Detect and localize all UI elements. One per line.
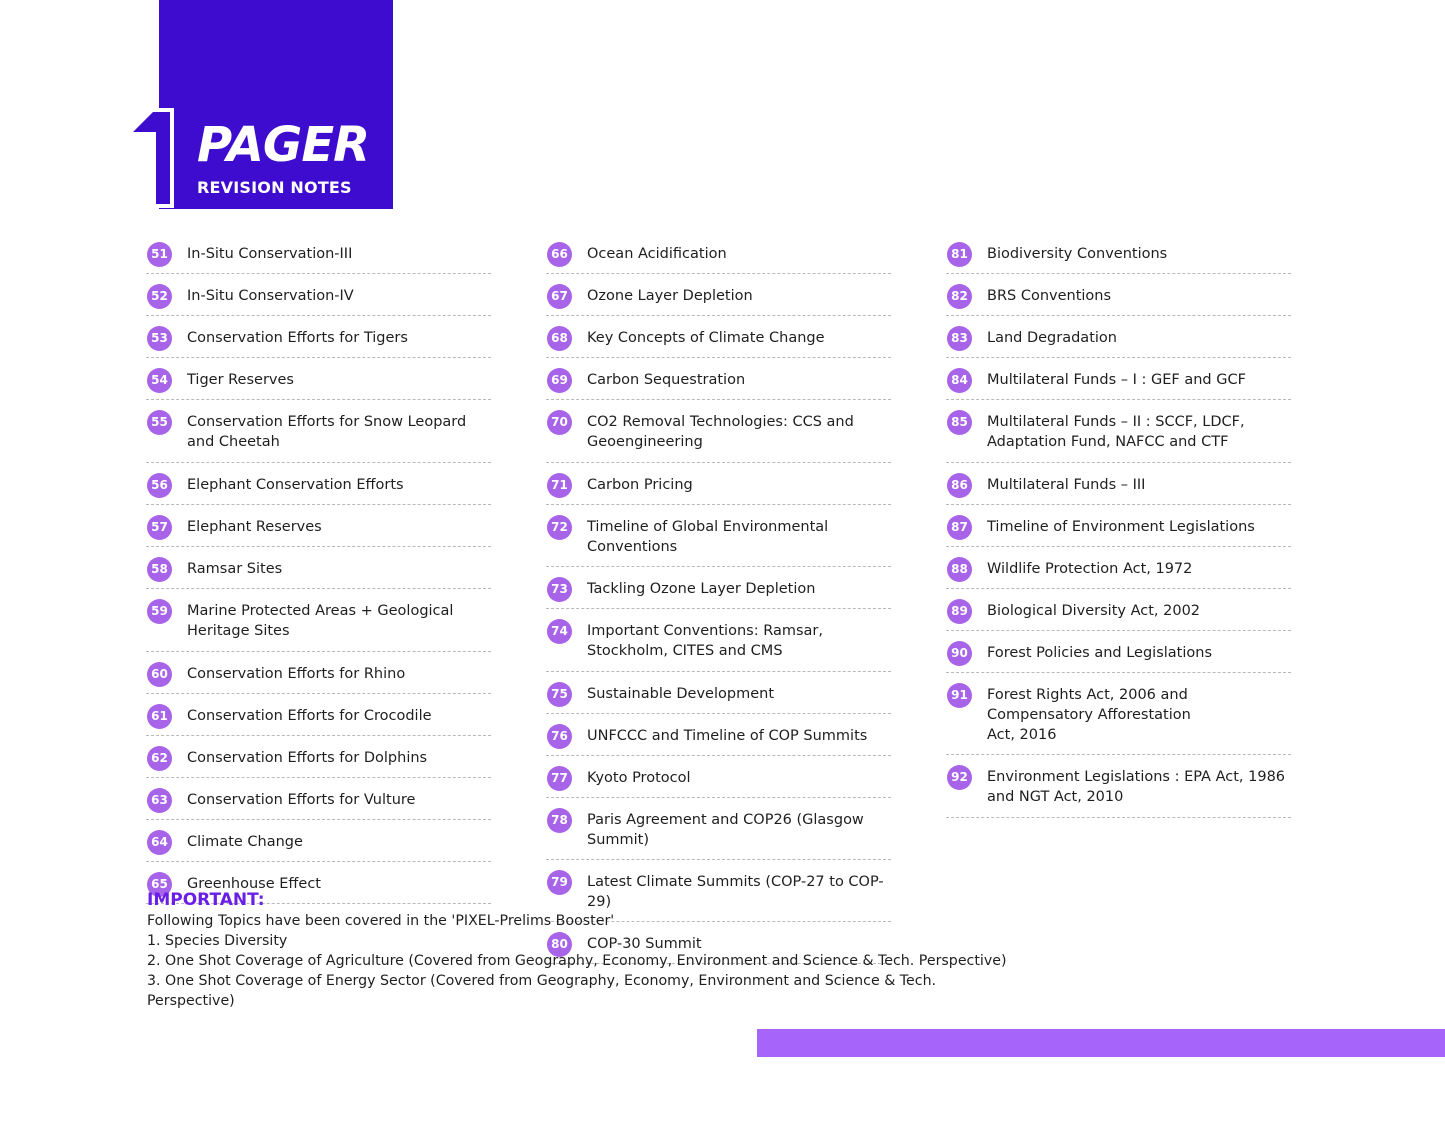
- important-item: 3. One Shot Coverage of Energy Sector (Covered from Geography, Economy, Environment and Science & Tech. Perspective): [147, 973, 937, 1009]
- topic-title: Key Concepts of Climate Change: [587, 330, 825, 346]
- topic-title: BRS Conventions: [987, 288, 1112, 304]
- topic-number-badge: 54: [147, 368, 172, 393]
- footer-accent-bar: [757, 1029, 1445, 1057]
- topic-item: [146, 786, 491, 820]
- topic-item: [146, 660, 491, 694]
- topic-title: Timeline of Environment Legislations: [987, 519, 1255, 535]
- topic-number-badge: 75: [547, 682, 572, 707]
- topic-item: [946, 513, 1291, 547]
- important-note: [147, 889, 1007, 1011]
- topic-title: Conservation Efforts for Vulture: [187, 792, 416, 808]
- topic-number-badge: 92: [947, 765, 972, 790]
- topic-title: Multilateral Funds – II : SCCF, LDCF, Adaptation Fund, NAFCC and CTF: [987, 414, 1245, 450]
- topic-number-badge: 64: [147, 830, 172, 855]
- topic-number-badge: 82: [947, 284, 972, 309]
- topic-title: Multilateral Funds – III: [987, 477, 1146, 493]
- topic-title: Conservation Efforts for Dolphins: [187, 750, 428, 766]
- topic-title: Climate Change: [187, 834, 303, 850]
- topic-number-badge: 67: [547, 284, 572, 309]
- topic-item: [946, 597, 1291, 631]
- topic-number-badge: 68: [547, 326, 572, 351]
- topic-item: [146, 408, 491, 463]
- topic-item: [146, 555, 491, 589]
- topic-title: Tiger Reserves: [187, 372, 294, 388]
- topic-number-badge: 81: [947, 242, 972, 267]
- topic-item: [546, 575, 891, 609]
- topic-number-badge: 83: [947, 326, 972, 351]
- topic-number-badge: 73: [547, 577, 572, 602]
- topic-number-badge: 78: [547, 808, 572, 833]
- topic-title: Land Degradation: [987, 330, 1117, 346]
- topic-item: [146, 282, 491, 316]
- topic-item: [946, 408, 1291, 463]
- topic-item: [546, 240, 891, 274]
- logo-number-one-icon: [122, 104, 186, 212]
- topic-title: Environment Legislations : EPA Act, 1986 and NGT Act, 2010: [987, 769, 1286, 805]
- topic-item: [946, 763, 1291, 818]
- topic-number-badge: 79: [547, 870, 572, 895]
- topic-number-badge: 74: [547, 619, 572, 644]
- topic-number-badge: 55: [147, 410, 172, 435]
- topic-title: Ramsar Sites: [187, 561, 283, 577]
- topic-title: Kyoto Protocol: [587, 770, 691, 786]
- topic-title: Important Conventions: Ramsar, Stockholm, CITES and CMS: [587, 623, 823, 659]
- important-heading: IMPORTANT:: [147, 890, 265, 910]
- topic-title: Biodiversity Conventions: [987, 246, 1168, 262]
- topic-title: COP-30 Summit: [587, 936, 702, 952]
- topic-number-badge: 80: [547, 932, 572, 957]
- topic-title: Sustainable Development: [587, 686, 774, 702]
- topic-column-3: [946, 240, 1291, 818]
- topic-number-badge: 66: [547, 242, 572, 267]
- topic-item: [946, 555, 1291, 589]
- topic-item: [146, 513, 491, 547]
- topic-number-badge: 91: [947, 683, 972, 708]
- topic-title: Timeline of Global Environmental Conventions: [587, 519, 829, 555]
- topic-number-badge: 51: [147, 242, 172, 267]
- topic-number-badge: 65: [147, 872, 172, 897]
- topic-item: [546, 617, 891, 672]
- topic-item: [146, 471, 491, 505]
- topic-item: [146, 744, 491, 778]
- topic-title: In-Situ Conservation-IV: [187, 288, 354, 304]
- topic-item: [146, 597, 491, 652]
- topic-number-badge: 53: [147, 326, 172, 351]
- topic-number-badge: 58: [147, 557, 172, 582]
- topic-number-badge: 62: [147, 746, 172, 771]
- topic-item: [546, 471, 891, 505]
- important-intro: Following Topics have been covered in the 'PIXEL-Prelims Booster': [147, 913, 615, 929]
- topic-title: CO2 Removal Technologies: CCS and Geoengineering: [587, 414, 854, 450]
- topic-title: UNFCCC and Timeline of COP Summits: [587, 728, 868, 744]
- topic-column-1: [146, 240, 491, 904]
- topic-title: Carbon Pricing: [587, 477, 693, 493]
- topic-item: [946, 681, 1291, 755]
- topic-number-badge: 72: [547, 515, 572, 540]
- topic-item: [546, 408, 891, 463]
- logo-subtitle: REVISION NOTES: [197, 178, 352, 197]
- topic-number-badge: 70: [547, 410, 572, 435]
- topic-item: [546, 513, 891, 567]
- topic-number-badge: 86: [947, 473, 972, 498]
- topic-item: [546, 282, 891, 316]
- topic-number-badge: 76: [547, 724, 572, 749]
- topic-item: [546, 722, 891, 756]
- logo-title: PAGER: [197, 117, 370, 173]
- topic-number-badge: 52: [147, 284, 172, 309]
- topic-column-2: [546, 240, 891, 964]
- topic-title: Wildlife Protection Act, 1972: [987, 561, 1193, 577]
- topic-title: Conservation Efforts for Tigers: [187, 330, 408, 346]
- topic-title: Forest Rights Act, 2006 and Compensatory Afforestation Act, 2016: [987, 687, 1191, 743]
- topic-title: Elephant Reserves: [187, 519, 322, 535]
- topic-title: Ozone Layer Depletion: [587, 288, 753, 304]
- topic-title: Forest Policies and Legislations: [987, 645, 1213, 661]
- topic-title: Tackling Ozone Layer Depletion: [587, 581, 816, 597]
- topic-title: Elephant Conservation Efforts: [187, 477, 404, 493]
- topic-number-badge: 60: [147, 662, 172, 687]
- topic-title: Marine Protected Areas + Geological Heritage Sites: [187, 603, 454, 639]
- important-item: 2. One Shot Coverage of Agriculture (Covered from Geography, Economy, Environment and Science & Tech. Perspective): [147, 953, 1007, 969]
- topic-title: Carbon Sequestration: [587, 372, 746, 388]
- topic-title: Greenhouse Effect: [187, 876, 321, 892]
- topic-number-badge: 59: [147, 599, 172, 624]
- topic-item: [146, 240, 491, 274]
- topic-item: [946, 366, 1291, 400]
- topic-number-badge: 85: [947, 410, 972, 435]
- topic-number-badge: 89: [947, 599, 972, 624]
- topic-item: [946, 324, 1291, 358]
- topic-item: [946, 471, 1291, 505]
- topic-item: [546, 680, 891, 714]
- topic-number-badge: 90: [947, 641, 972, 666]
- topic-number-badge: 84: [947, 368, 972, 393]
- topic-number-badge: 56: [147, 473, 172, 498]
- topic-number-badge: 63: [147, 788, 172, 813]
- topic-title: Biological Diversity Act, 2002: [987, 603, 1201, 619]
- topic-item: [946, 639, 1291, 673]
- topic-number-badge: 71: [547, 473, 572, 498]
- topic-item: [146, 702, 491, 736]
- topic-number-badge: 57: [147, 515, 172, 540]
- topic-title: Paris Agreement and COP26 (Glasgow Summit): [587, 812, 864, 848]
- topic-title: In-Situ Conservation-III: [187, 246, 353, 262]
- topic-title: Ocean Acidification: [587, 246, 727, 262]
- topic-number-badge: 88: [947, 557, 972, 582]
- topic-item: [146, 324, 491, 358]
- topic-title: Latest Climate Summits (COP-27 to COP-29): [587, 874, 884, 910]
- topic-number-badge: 77: [547, 766, 572, 791]
- topic-number-badge: 87: [947, 515, 972, 540]
- topic-title: Conservation Efforts for Rhino: [187, 666, 406, 682]
- topic-item: [946, 240, 1291, 274]
- topic-number-badge: 61: [147, 704, 172, 729]
- topic-number-badge: 69: [547, 368, 572, 393]
- topic-item: [546, 324, 891, 358]
- important-item: 1. Species Diversity: [147, 933, 288, 949]
- topic-item: [546, 806, 891, 860]
- topic-item: [146, 366, 491, 400]
- topic-title: Conservation Efforts for Snow Leopard and Cheetah: [187, 414, 467, 450]
- topic-item: [546, 764, 891, 798]
- topic-item: [546, 366, 891, 400]
- topic-item: [946, 282, 1291, 316]
- topic-title: Multilateral Funds – I : GEF and GCF: [987, 372, 1246, 388]
- topic-title: Conservation Efforts for Crocodile: [187, 708, 432, 724]
- topic-item: [146, 828, 491, 862]
